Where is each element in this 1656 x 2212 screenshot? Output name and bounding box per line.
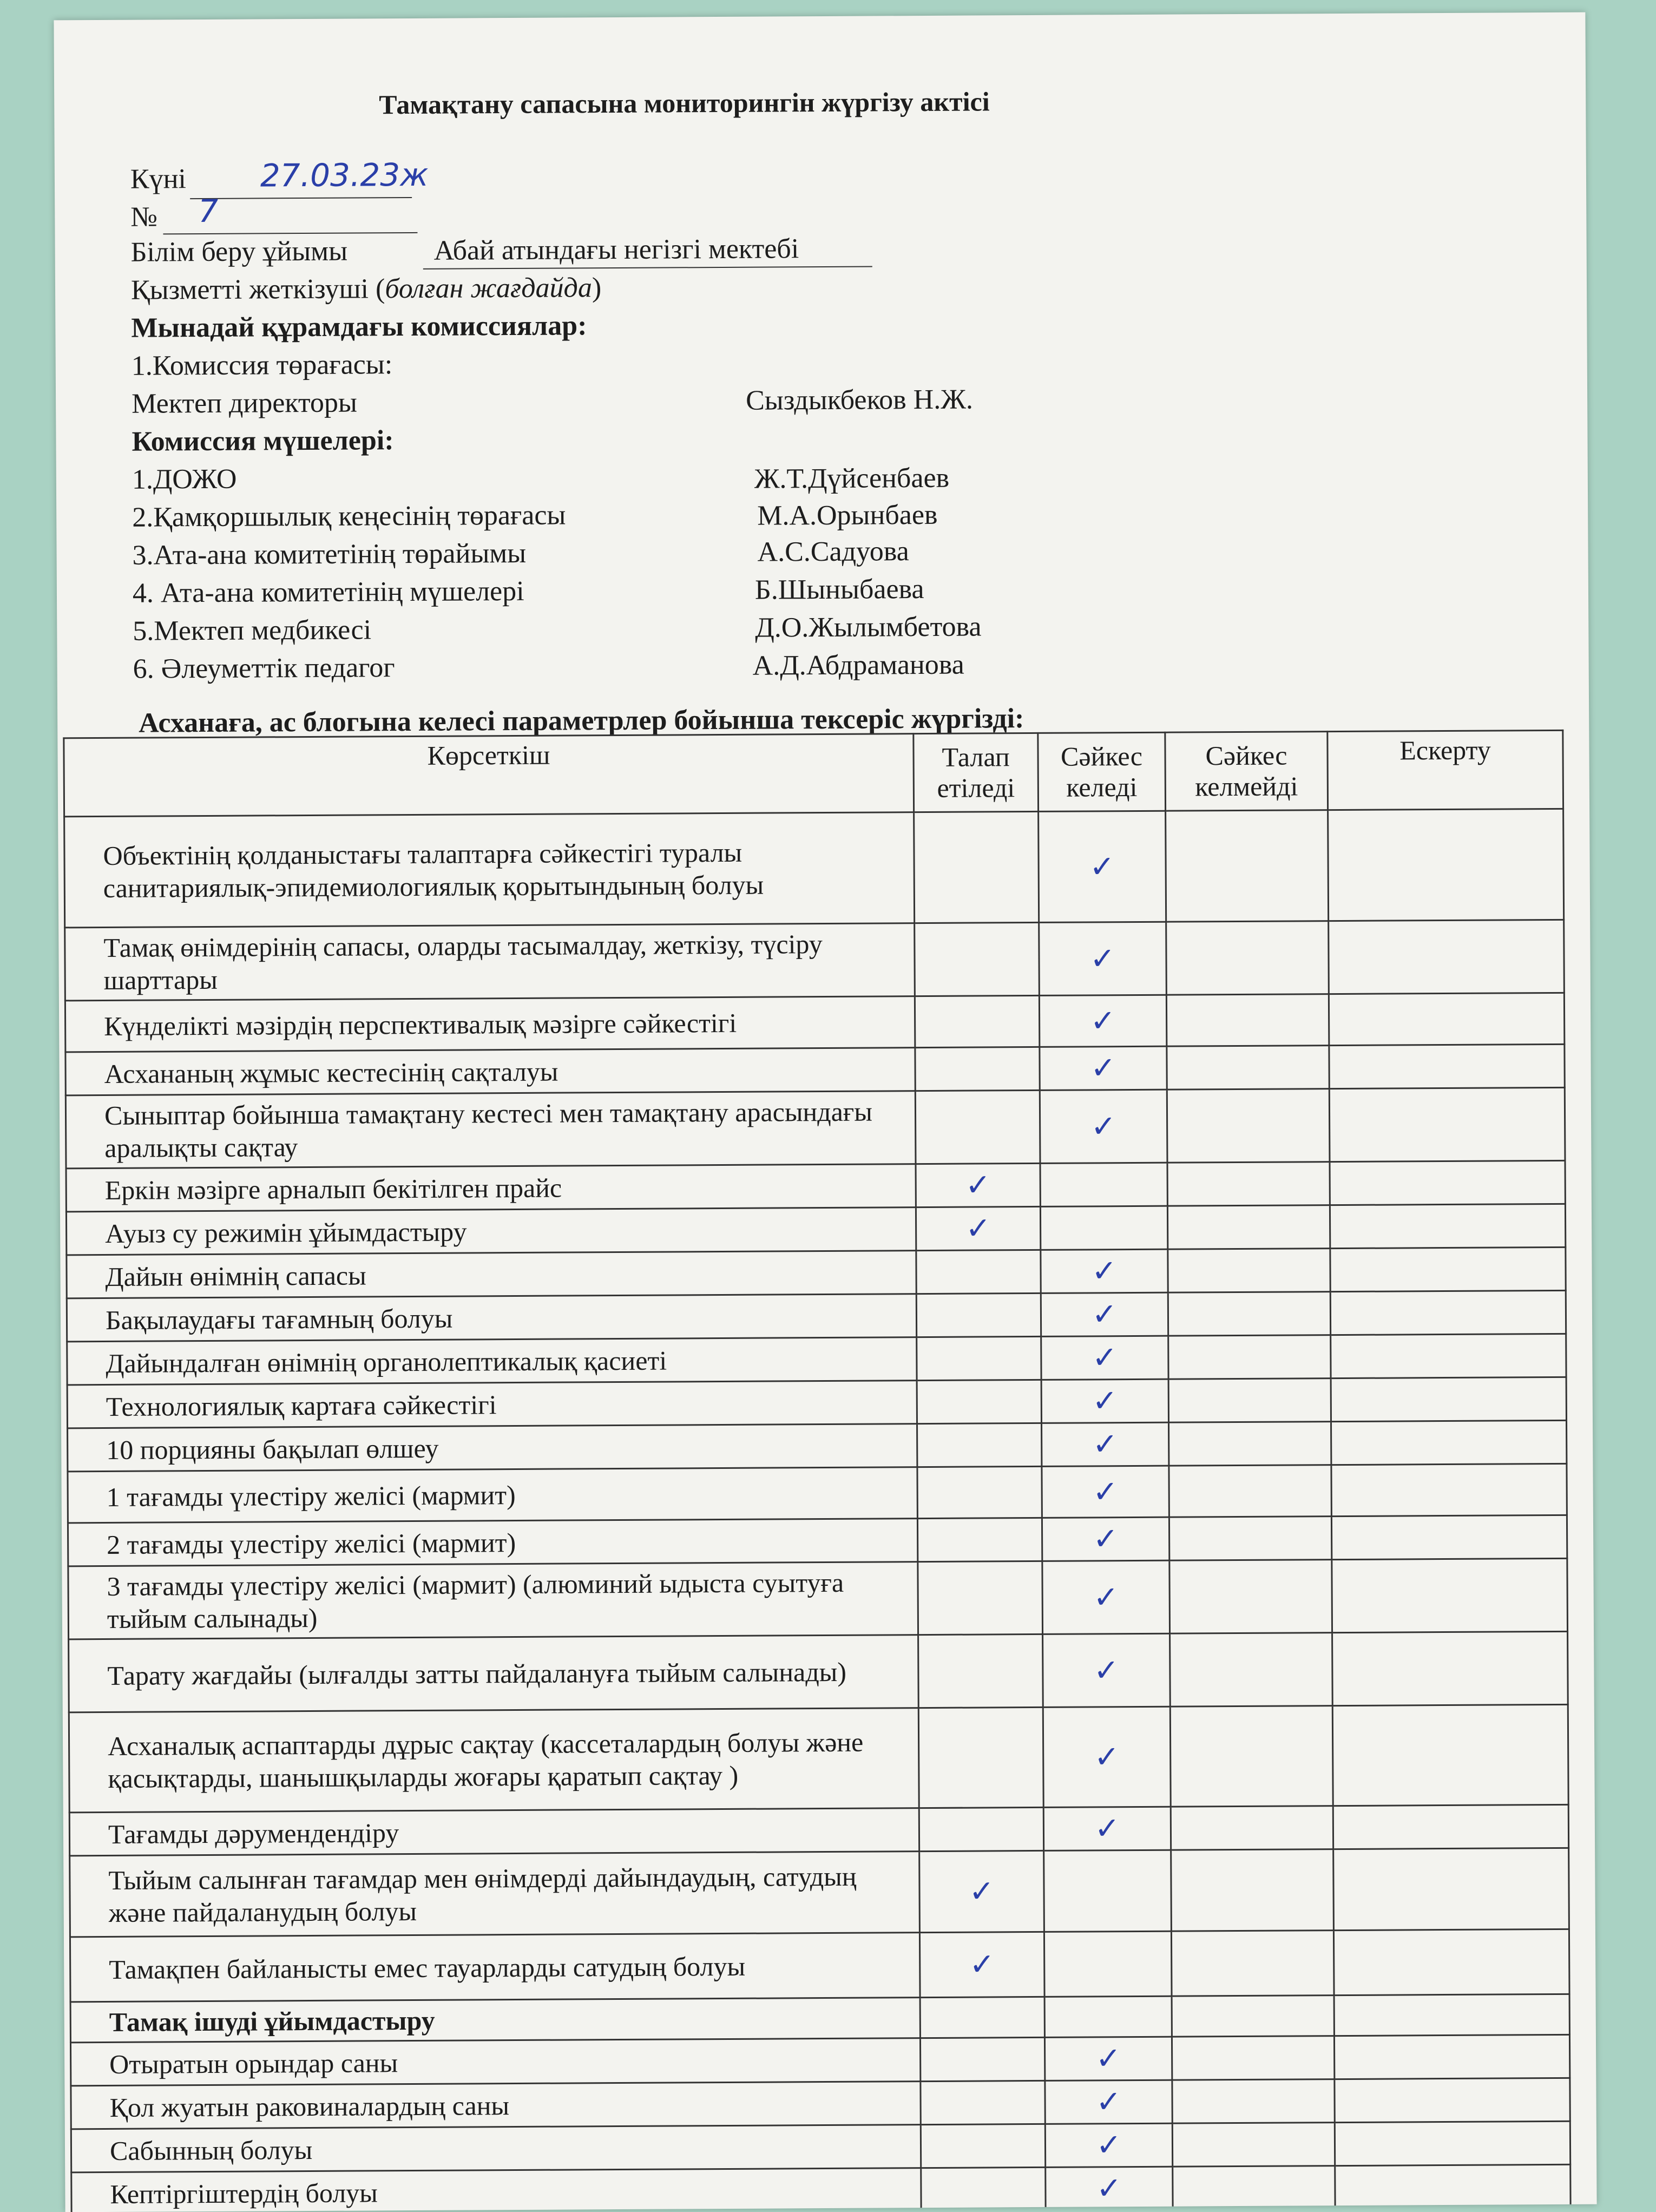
table-row — [71, 2164, 1570, 2212]
required-cell — [916, 1293, 1041, 1337]
check-mark-icon: ✓ — [1093, 1521, 1119, 1557]
required-cell — [921, 2124, 1045, 2168]
noncompliant-cell — [1169, 1422, 1331, 1466]
noncompliant-cell — [1169, 1560, 1332, 1634]
compliant-cell — [1044, 1931, 1172, 1997]
header-required: Талап етіледі — [914, 733, 1039, 812]
member-name-1: Ж.Т.Дүйсенбаев — [754, 462, 950, 495]
table-row — [69, 1631, 1568, 1712]
date-underline — [190, 197, 412, 199]
note-cell — [1329, 1087, 1565, 1161]
noncompliant-cell — [1170, 1706, 1333, 1807]
table-row — [67, 1290, 1566, 1342]
table-row — [71, 2121, 1570, 2172]
indicator-cell: Ауыз су режимін ұйымдастыру — [66, 1207, 916, 1255]
indicator-cell: Дайын өнімнің сапасы — [67, 1251, 916, 1298]
table-row — [66, 1160, 1565, 1212]
compliant-cell — [1041, 1336, 1168, 1380]
indicator-cell: Сабынның болуы — [71, 2125, 921, 2172]
noncompliant-cell — [1167, 1046, 1329, 1090]
table-row — [65, 920, 1565, 1001]
inspection-title: Асханаға, ас блогына келесі параметрлер бойынша тексеріс жүргізді: — [139, 703, 1024, 739]
number-line — [130, 201, 157, 233]
check-mark-icon: ✓ — [1094, 1739, 1120, 1775]
noncompliant-cell — [1169, 1465, 1331, 1518]
empty-cell — [920, 1997, 1044, 2038]
check-mark-icon: ✓ — [1095, 2084, 1122, 2120]
table-row — [70, 1848, 1569, 1937]
note-cell — [1328, 809, 1564, 921]
compliant-cell — [1041, 1379, 1168, 1423]
note-cell — [1330, 1290, 1566, 1335]
check-mark-icon: ✓ — [1093, 1652, 1120, 1688]
required-cell — [918, 1634, 1043, 1708]
indicator-cell: 3 тағамды үлестіру желісі (мармит) (алюминий ыдыста суытуға тыйым салынады) — [68, 1562, 918, 1639]
check-mark-icon: ✓ — [1090, 1108, 1116, 1144]
compliant-cell — [1042, 1517, 1169, 1561]
indicator-cell: Отыратын орындар саны — [70, 2038, 920, 2086]
noncompliant-cell — [1166, 810, 1329, 922]
table-row — [68, 1558, 1568, 1639]
number-label: № — [130, 201, 158, 233]
table-row — [67, 1377, 1566, 1428]
note-cell — [1330, 1204, 1565, 1248]
note-cell — [1335, 2078, 1570, 2122]
inspection-table — [63, 730, 1571, 2212]
note-cell — [1331, 1334, 1566, 1378]
indicator-cell: Тарату жағдайы (ылғалды затты пайдалануға тыйым салынады) — [69, 1635, 919, 1712]
indicator-cell: Сыныптар бойынша тамақтану кестесі мен тамақтану арасындағы аралықты сақтау — [65, 1091, 916, 1169]
table-row — [70, 2034, 1569, 2086]
check-mark-icon: ✓ — [1090, 1003, 1116, 1039]
compliant-cell — [1046, 2167, 1173, 2210]
indicator-cell: Асханалық аспаптарды дұрыс сақтау (кассеталардың болуы және қасықтарды, шанышқыларды жоғары қаратып сақтау ) — [69, 1708, 919, 1813]
required-cell — [917, 1518, 1042, 1561]
noncompliant-cell — [1168, 1379, 1331, 1423]
member-name-4: Б.Шыныбаева — [754, 574, 924, 606]
indicator-cell: Технологиялық картаға сәйкестігі — [67, 1381, 917, 1428]
noncompliant-cell — [1168, 1249, 1330, 1293]
chair-role: Мектеп директоры — [131, 387, 358, 419]
compliant-cell — [1044, 1850, 1172, 1932]
check-mark-icon: ✓ — [1089, 849, 1115, 884]
note-cell — [1335, 2121, 1570, 2165]
date-value: 27.03.23ж — [260, 156, 429, 194]
compliant-cell — [1042, 1466, 1169, 1518]
required-cell — [917, 1466, 1042, 1518]
note-cell — [1330, 1160, 1565, 1205]
check-mark-icon: ✓ — [1092, 1383, 1118, 1419]
note-cell — [1331, 1515, 1567, 1559]
noncompliant-cell — [1172, 2123, 1335, 2167]
indicator-cell: Кептіргіштердің болуы — [71, 2168, 921, 2212]
noncompliant-cell — [1167, 1162, 1330, 1206]
check-mark-icon: ✓ — [1096, 2171, 1122, 2207]
required-cell — [916, 1163, 1040, 1207]
number-underline — [163, 232, 417, 234]
table-row — [70, 1929, 1569, 2002]
note-cell — [1334, 2034, 1569, 2079]
required-cell — [915, 1090, 1040, 1164]
member-role-5: 5.Мектеп медбикесі — [133, 614, 372, 647]
header-compliant: Сәйкес келеді — [1038, 732, 1166, 811]
check-mark-icon: ✓ — [1094, 1811, 1120, 1847]
table-header-row — [64, 730, 1563, 817]
compliant-cell — [1045, 2080, 1172, 2124]
org-line — [131, 235, 348, 268]
check-mark-icon: ✓ — [965, 1167, 991, 1203]
supplier-label: Қызметті жеткізуші ( — [130, 273, 385, 306]
empty-cell — [1044, 1996, 1172, 2037]
required-cell — [914, 811, 1039, 923]
note-cell — [1332, 1631, 1568, 1705]
noncompliant-cell — [1168, 1335, 1331, 1380]
check-mark-icon: ✓ — [1091, 1253, 1118, 1289]
check-mark-icon: ✓ — [1090, 1051, 1116, 1086]
noncompliant-cell — [1167, 1205, 1330, 1250]
note-cell — [1332, 1558, 1568, 1632]
noncompliant-cell — [1166, 921, 1329, 995]
empty-cell — [1334, 1994, 1569, 2036]
header-note: Ескерту — [1328, 730, 1563, 810]
noncompliant-cell — [1169, 1517, 1331, 1561]
check-mark-icon: ✓ — [965, 1211, 991, 1246]
table-row — [65, 993, 1564, 1052]
noncompliant-cell — [1167, 1089, 1330, 1163]
compliant-cell — [1042, 1560, 1170, 1634]
document-title: Тамақтану сапасына мониторингін жүргізу актісі — [379, 86, 990, 120]
noncompliant-cell — [1171, 1849, 1334, 1932]
required-cell — [921, 2080, 1045, 2124]
table-row — [67, 1334, 1566, 1385]
table-row — [65, 1044, 1565, 1095]
supplier-italic: болған жағдайда — [385, 272, 593, 305]
indicator-cell: Тамақ өнімдерінің сапасы, оларды тасымалдау, жеткізу, түсіру шарттары — [65, 923, 915, 1001]
table-row — [65, 1087, 1565, 1169]
required-cell — [915, 1047, 1040, 1091]
required-cell — [919, 1932, 1044, 1997]
required-cell — [916, 1250, 1041, 1294]
indicator-cell: Қол жуатын раковиналардың саны — [71, 2082, 921, 2129]
compliant-cell — [1043, 1706, 1171, 1807]
required-cell — [915, 922, 1040, 996]
table-row — [68, 1515, 1567, 1566]
check-mark-icon: ✓ — [969, 1874, 995, 1909]
check-mark-icon: ✓ — [1092, 1297, 1118, 1333]
required-cell — [917, 1380, 1041, 1423]
note-cell — [1333, 1848, 1569, 1930]
org-label: Білім беру ұйымы — [130, 235, 348, 268]
member-name-5: Д.О.Жылымбетова — [755, 611, 982, 644]
member-role-6: 6. Әлеуметтік педагог — [133, 652, 395, 685]
empty-cell — [1172, 1996, 1334, 2037]
required-cell — [919, 1807, 1043, 1851]
indicator-cell: Тамақпен байланысты емес тауарларды сатудың болуы — [70, 1933, 920, 2002]
chair-label: 1.Комиссия төрағасы: — [131, 349, 393, 382]
required-cell — [918, 1561, 1043, 1635]
number-value: 7 — [198, 192, 219, 230]
member-name-6: А.Д.Абдраманова — [752, 649, 964, 681]
note-cell — [1335, 2164, 1570, 2209]
check-mark-icon: ✓ — [1089, 941, 1116, 976]
commission-title: Мынадай құрамдағы комиссиялар: — [131, 310, 587, 344]
indicator-cell: Объектінің қолданыстағы талаптарға сәйкестігі туралы санитариялық-эпидемиологиялық қорытындының болуы — [64, 812, 915, 928]
required-cell — [919, 1850, 1044, 1932]
date-label: Күні — [130, 163, 187, 195]
compliant-cell — [1041, 1249, 1168, 1293]
member-role-1: 1.ДОЖО — [132, 463, 237, 495]
table-row — [68, 1420, 1567, 1472]
note-cell — [1330, 1247, 1566, 1291]
note-cell — [1331, 1420, 1567, 1465]
compliant-cell — [1042, 1422, 1169, 1466]
noncompliant-cell — [1168, 1292, 1330, 1336]
member-role-3: 3.Ата-ана комитетінің төрайымы — [132, 537, 527, 571]
compliant-cell — [1039, 811, 1166, 922]
noncompliant-cell — [1166, 994, 1329, 1047]
note-cell — [1331, 1463, 1567, 1516]
table-row — [71, 2078, 1570, 2129]
indicator-cell: Бақылаудағы тағамның болуы — [67, 1294, 916, 1342]
compliant-cell — [1043, 1633, 1171, 1707]
compliant-cell — [1040, 1046, 1167, 1090]
note-cell — [1329, 1044, 1565, 1088]
org-value: Абай атындағы негізгі мектебі — [433, 233, 799, 266]
compliant-cell — [1040, 1163, 1167, 1206]
required-cell — [916, 1206, 1040, 1250]
note-cell — [1333, 1804, 1568, 1849]
table-row — [66, 1204, 1565, 1255]
check-mark-icon: ✓ — [1092, 1427, 1118, 1462]
required-cell — [920, 2037, 1044, 2081]
table-row — [67, 1247, 1566, 1298]
check-mark-icon: ✓ — [969, 1947, 995, 1983]
noncompliant-cell — [1170, 1633, 1333, 1707]
section-row — [70, 1994, 1569, 2043]
indicator-cell: 2 тағамды үлестіру желісі (мармит) — [68, 1519, 917, 1566]
indicator-cell: Дайындалған өнімнің органолептикалық қасиеті — [67, 1337, 917, 1385]
required-cell — [917, 1423, 1042, 1467]
check-mark-icon: ✓ — [1095, 2041, 1121, 2077]
required-cell — [921, 2167, 1046, 2211]
compliant-cell — [1040, 1206, 1167, 1250]
date-line — [130, 163, 186, 195]
note-cell — [1333, 1929, 1569, 1995]
members-title: Комиссия мүшелері: — [132, 425, 394, 457]
note-cell — [1332, 1704, 1568, 1806]
indicator-cell: 10 порцияны бақылап өлшеу — [68, 1424, 917, 1472]
indicator-cell: Асхананың жұмыс кестесінің сақталуы — [65, 1048, 915, 1095]
indicator-cell: Тағамды дәрумендендіру — [69, 1808, 919, 1856]
table-row — [69, 1704, 1568, 1813]
compliant-cell — [1039, 995, 1166, 1047]
compliant-cell — [1043, 1807, 1171, 1850]
check-mark-icon: ✓ — [1092, 1340, 1118, 1376]
indicator-cell: 1 тағамды үлестіру желісі (мармит) — [68, 1467, 917, 1523]
noncompliant-cell — [1171, 1931, 1334, 1997]
noncompliant-cell — [1173, 2166, 1335, 2210]
document-sheet — [54, 12, 1596, 2212]
indicator-cell: Тыйым салынған тағамдар мен өнімдерді дайындаудың, сатудың және пайдаланудың болуы — [70, 1852, 920, 1937]
member-role-4: 4. Ата-ана комитетінің мүшелері — [132, 575, 524, 609]
check-mark-icon: ✓ — [1093, 1474, 1119, 1509]
indicator-cell: Күнделікті мәзірдің перспективалық мәзірге сәйкестігі — [65, 996, 915, 1052]
table-row — [69, 1804, 1568, 1856]
noncompliant-cell — [1171, 1806, 1333, 1850]
org-underline — [423, 266, 872, 270]
member-name-2: М.А.Орынбаев — [757, 499, 938, 531]
table-row — [68, 1463, 1567, 1523]
section-title: Тамақ ішуді ұйымдастыру — [70, 1998, 920, 2043]
table-row — [64, 809, 1564, 928]
required-cell — [917, 1336, 1041, 1380]
required-cell — [918, 1707, 1043, 1808]
supplier-line — [131, 272, 601, 306]
header-noncompliant: Сәйкес келмейді — [1165, 732, 1328, 811]
supplier-close: ) — [592, 272, 602, 304]
chair-name: Сыздыкбеков Н.Ж. — [745, 384, 974, 416]
compliant-cell — [1039, 922, 1167, 995]
noncompliant-cell — [1172, 2036, 1334, 2080]
check-mark-icon: ✓ — [1096, 2128, 1122, 2163]
note-cell — [1331, 1377, 1566, 1421]
header-indicator: Көрсеткіш — [64, 734, 914, 817]
compliant-cell — [1045, 2123, 1172, 2167]
member-name-3: А.С.Садуова — [757, 536, 909, 568]
compliant-cell — [1044, 2037, 1172, 2080]
indicator-cell: Еркін мәзірге арналып бекітілген прайс — [66, 1164, 916, 1212]
compliant-cell — [1041, 1292, 1168, 1336]
note-cell — [1329, 993, 1564, 1045]
note-cell — [1329, 920, 1565, 994]
compliant-cell — [1040, 1089, 1167, 1163]
check-mark-icon: ✓ — [1093, 1579, 1119, 1615]
required-cell — [915, 995, 1039, 1047]
member-role-2: 2.Қамқоршылық кеңесінің төрағасы — [132, 500, 566, 533]
noncompliant-cell — [1172, 2079, 1335, 2124]
